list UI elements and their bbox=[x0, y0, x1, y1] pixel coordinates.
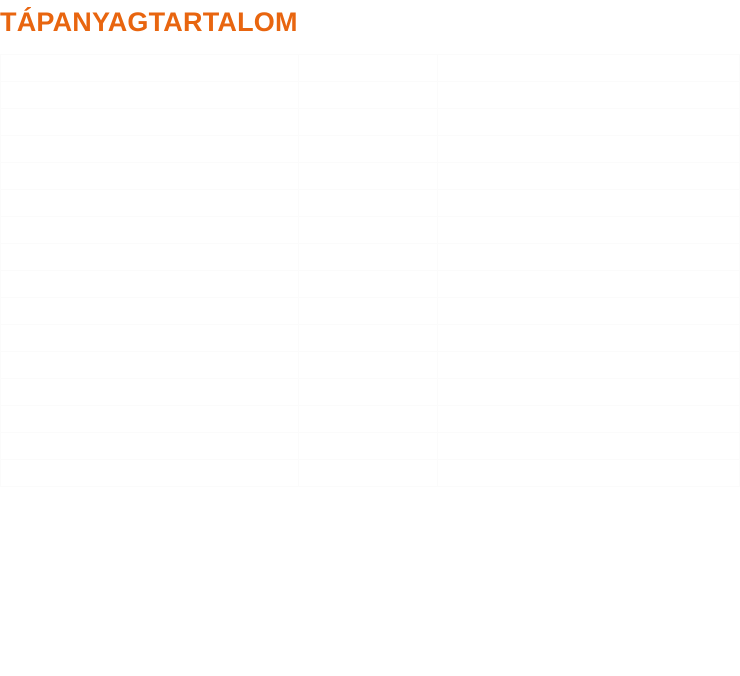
nutrient-extra-cell bbox=[437, 163, 739, 190]
nutrient-value-cell bbox=[299, 109, 437, 136]
nutrient-value-cell bbox=[299, 298, 437, 325]
nutrient-extra-cell bbox=[437, 379, 739, 406]
table-row bbox=[1, 217, 740, 244]
nutrient-name-cell bbox=[1, 163, 299, 190]
nutrient-name-cell bbox=[1, 55, 299, 82]
nutrient-name-cell bbox=[1, 190, 299, 217]
nutrient-name-cell bbox=[1, 136, 299, 163]
nutrient-name-cell bbox=[1, 460, 299, 487]
nutrient-name-cell bbox=[1, 379, 299, 406]
table-row bbox=[1, 352, 740, 379]
table-row bbox=[1, 271, 740, 298]
nutrient-value-cell bbox=[299, 82, 437, 109]
nutrient-extra-cell bbox=[437, 136, 739, 163]
nutrient-value-cell bbox=[299, 271, 437, 298]
nutrient-value-cell bbox=[299, 190, 437, 217]
nutrient-name-cell bbox=[1, 325, 299, 352]
nutrient-value-cell bbox=[299, 379, 437, 406]
nutrient-value-cell bbox=[299, 217, 437, 244]
nutrient-name-cell bbox=[1, 406, 299, 433]
nutrient-value-cell bbox=[299, 433, 437, 460]
table-row bbox=[1, 109, 740, 136]
nutrient-name-cell bbox=[1, 244, 299, 271]
nutrient-extra-cell bbox=[437, 352, 739, 379]
nutrient-extra-cell bbox=[437, 325, 739, 352]
nutrient-value-cell bbox=[299, 244, 437, 271]
nutrient-name-cell bbox=[1, 217, 299, 244]
table-row bbox=[1, 460, 740, 487]
nutrient-extra-cell bbox=[437, 298, 739, 325]
table-row bbox=[1, 163, 740, 190]
nutrient-extra-cell bbox=[437, 217, 739, 244]
nutrient-extra-cell bbox=[437, 406, 739, 433]
nutrient-extra-cell bbox=[437, 190, 739, 217]
nutrient-value-cell bbox=[299, 325, 437, 352]
table-row bbox=[1, 244, 740, 271]
nutrient-name-cell bbox=[1, 433, 299, 460]
table-row bbox=[1, 406, 740, 433]
nutrient-extra-cell bbox=[437, 433, 739, 460]
page-title: TÁPANYAGTARTALOM bbox=[0, 7, 298, 37]
nutrient-name-cell bbox=[1, 109, 299, 136]
table-row bbox=[1, 136, 740, 163]
table-row bbox=[1, 298, 740, 325]
nutrition-table bbox=[0, 54, 740, 487]
nutrient-extra-cell bbox=[437, 109, 739, 136]
nutrient-name-cell bbox=[1, 82, 299, 109]
table-row bbox=[1, 55, 740, 82]
nutrient-value-cell bbox=[299, 460, 437, 487]
nutrient-value-cell bbox=[299, 136, 437, 163]
nutrient-value-cell bbox=[299, 352, 437, 379]
table-row bbox=[1, 379, 740, 406]
nutrient-extra-cell bbox=[437, 55, 739, 82]
nutrient-extra-cell bbox=[437, 271, 739, 298]
nutrient-extra-cell bbox=[437, 460, 739, 487]
nutrient-value-cell bbox=[299, 406, 437, 433]
nutrient-value-cell bbox=[299, 55, 437, 82]
nutrient-name-cell bbox=[1, 271, 299, 298]
nutrient-extra-cell bbox=[437, 82, 739, 109]
nutrient-name-cell bbox=[1, 352, 299, 379]
table-row bbox=[1, 82, 740, 109]
table-row bbox=[1, 325, 740, 352]
table-row bbox=[1, 190, 740, 217]
nutrient-extra-cell bbox=[437, 244, 739, 271]
nutrient-name-cell bbox=[1, 298, 299, 325]
table-row bbox=[1, 433, 740, 460]
nutrient-value-cell bbox=[299, 163, 437, 190]
